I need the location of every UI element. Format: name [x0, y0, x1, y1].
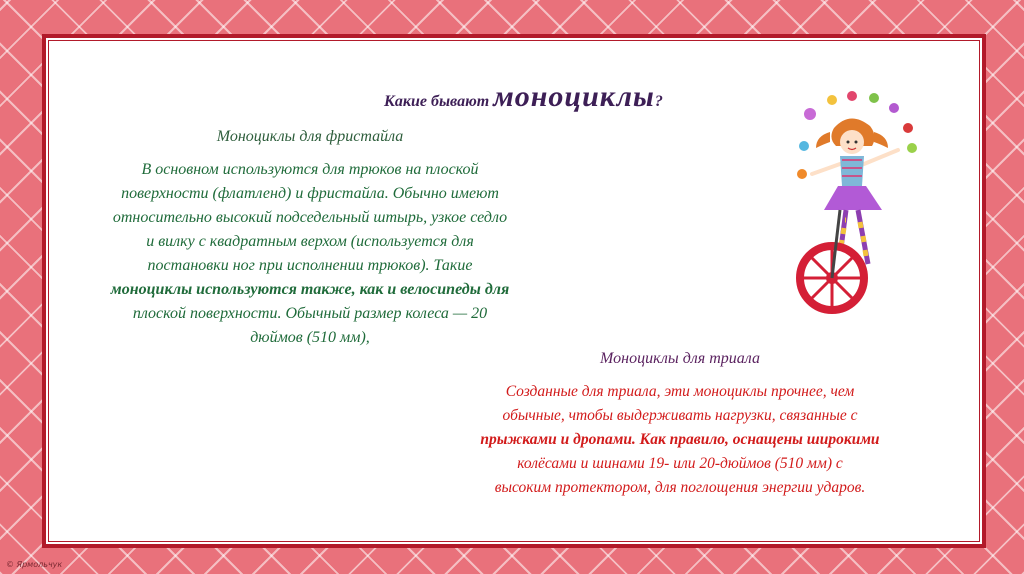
- freestyle-line: В основном используются для трюков на плоской: [141, 161, 479, 178]
- freestyle-section: [70, 128, 550, 350]
- freestyle-line: дюймов (510 мм),: [250, 329, 370, 346]
- watermark: © Ярмольчук: [6, 560, 63, 569]
- freestyle-line: поверхности (флатленд) и фристайла. Обычно имеют: [121, 185, 499, 202]
- freestyle-line: моноциклы используются также, как и велосипеды для: [110, 281, 510, 298]
- title-main: моноциклы: [493, 80, 655, 113]
- trial-heading: Моноциклы для триала: [600, 350, 760, 367]
- freestyle-heading: Моноциклы для фристайла: [216, 128, 404, 145]
- freestyle-line: плоской поверхности. Обычный размер колеса — 20: [132, 305, 488, 322]
- trial-line: колёсами и шинами 19- или 20-дюймов (510 мм) с: [517, 455, 843, 472]
- trial-line: прыжками и дропами. Как правило, оснащены широкими: [480, 431, 880, 448]
- trial-line: Созданные для триала, эти моноциклы прочнее, чем: [505, 383, 855, 400]
- trial-section: [430, 350, 930, 500]
- freestyle-line: постановки ног при исполнении трюков). Такие: [147, 257, 473, 274]
- freestyle-body: [70, 158, 550, 350]
- title-suffix: ?: [654, 93, 663, 110]
- freestyle-line: и вилку с квадратным верхом (используется для: [146, 233, 474, 250]
- trial-line: обычные, чтобы выдерживать нагрузки, связанные с: [502, 407, 858, 424]
- trial-body: [430, 380, 930, 500]
- freestyle-line: относительно высокий подседельный штырь, узкое седло: [112, 209, 508, 226]
- title-prefix: Какие бывают: [384, 93, 494, 110]
- juggler-on-unicycle-icon: [790, 88, 930, 328]
- trial-line: высоким протектором, для поглощения энергии ударов.: [494, 479, 866, 496]
- slide-title: [384, 80, 804, 114]
